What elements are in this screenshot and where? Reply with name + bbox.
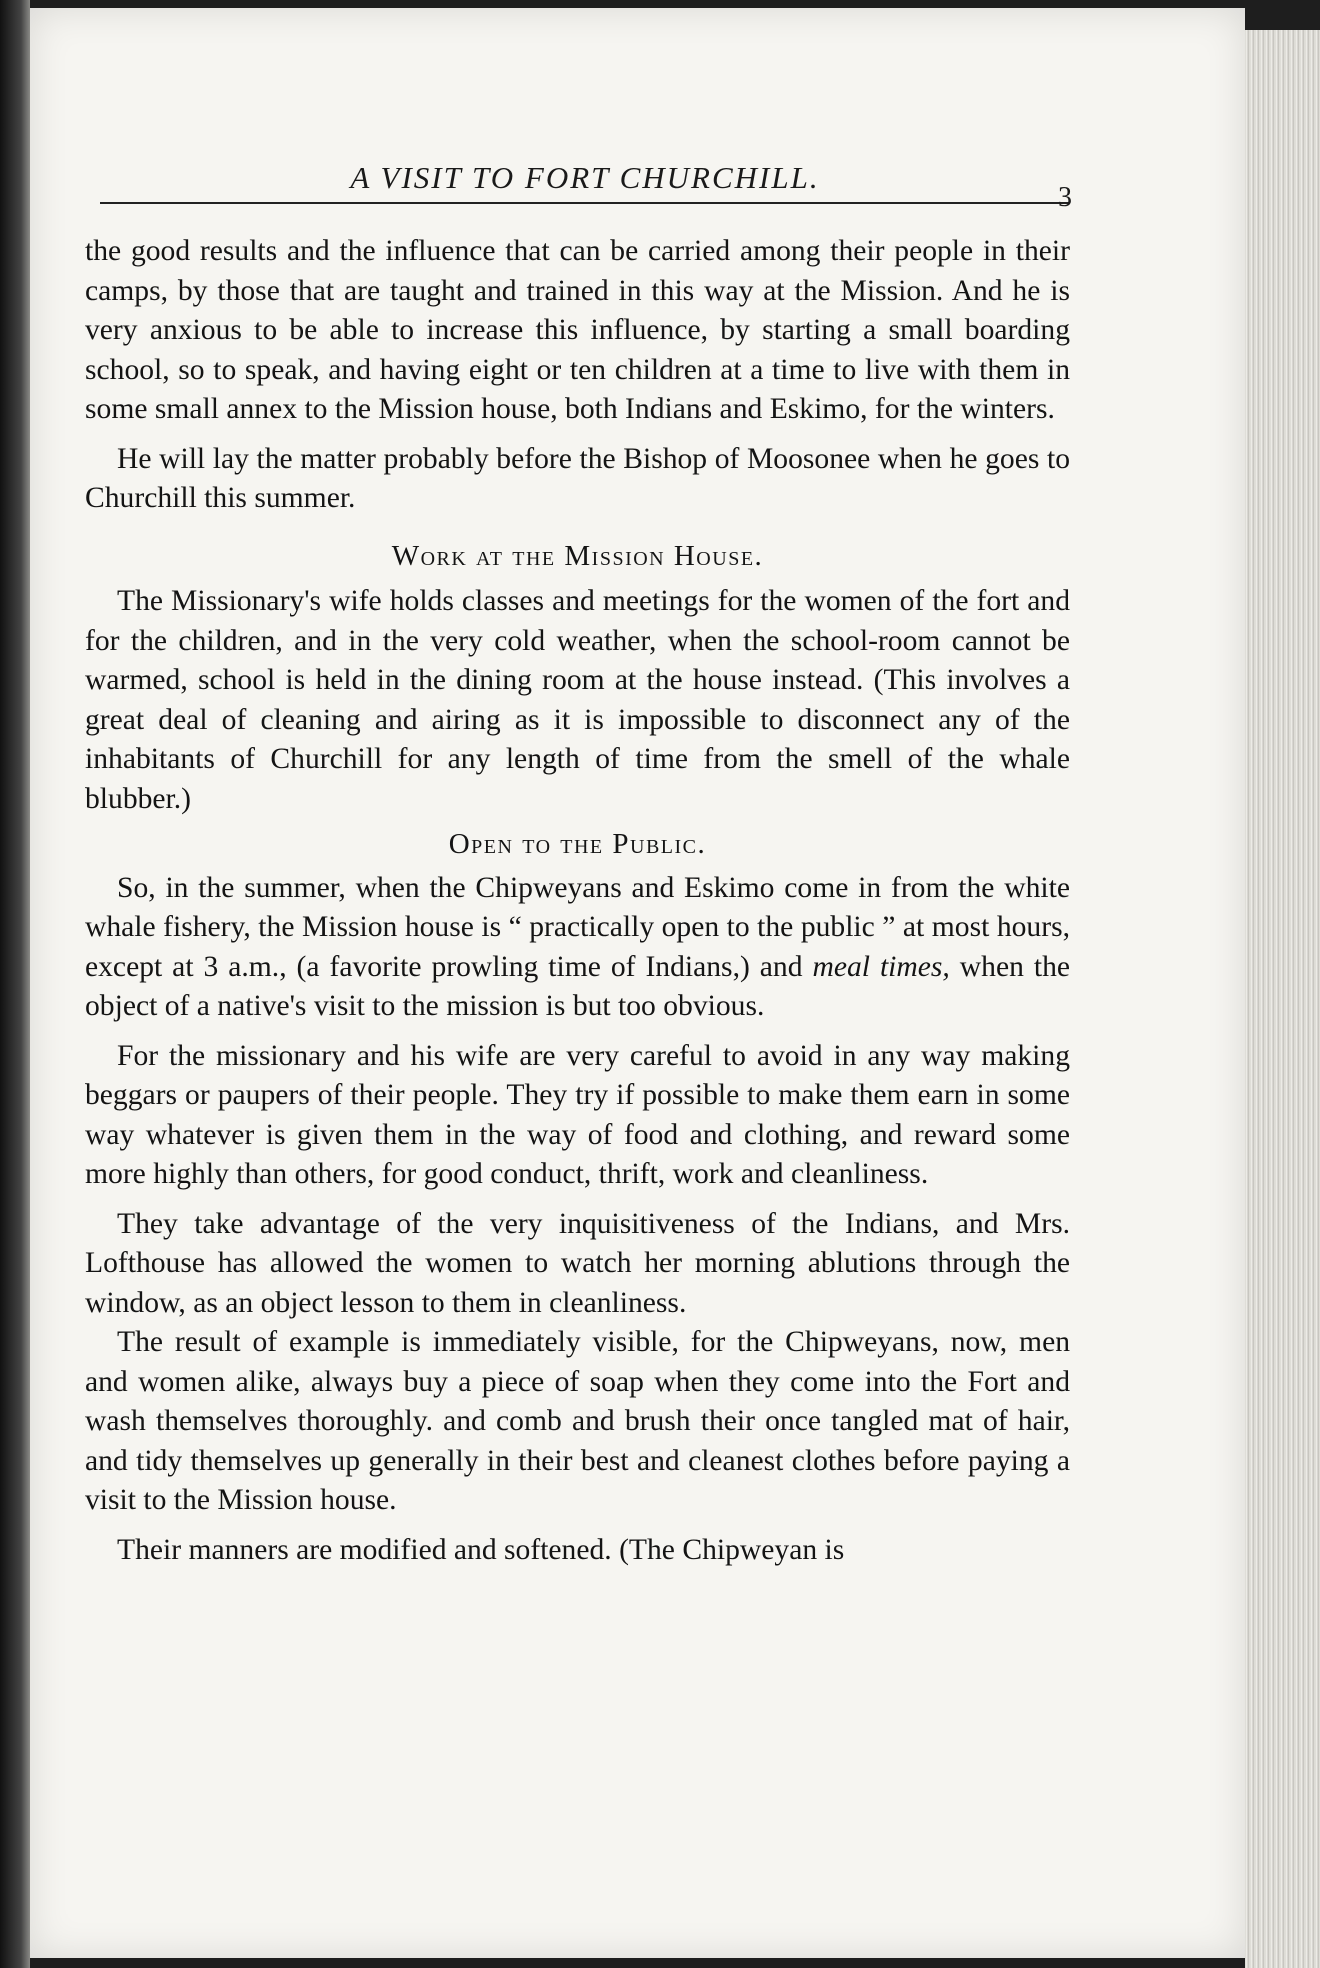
paragraph-7: The result of example is immediately visible, for the Chipweyans, now, men and women alike, always buy a piece of soap when they come into the Fort and wash themselves thoroughly. and comb and brush their once tangled mat of hair, and tidy themselves up generally in their best and cleanest clothes before paying a visit to the Mission house. (85, 1326, 1070, 1516)
page-body (85, 232, 1070, 1570)
paragraph-4-emphasis: meal times, (812, 950, 950, 983)
page-edges (1245, 30, 1320, 1968)
paragraph-4-text-b: when the object of a native's visit to the mission is but too obvious. (85, 950, 1070, 1022)
paragraph-5: For the missionary and his wife are very careful to avoid in any way making beggars or paupers of their people. They try if possible to make them earn in some way whatever is given them in the way of food and clothing, and reward some more highly than others, for good conduct, thrift, work and cleanliness. (85, 1039, 1070, 1190)
book-binding (0, 0, 30, 1968)
paragraph-6: They take advantage of the very inquisitiveness of the Indians, and Mrs. Lofthouse has allowed the women to watch her morning ablutions through the window, as an object lesson to them in cleanliness. (85, 1207, 1070, 1319)
section-heading-open-to-public: Open to the Public. (448, 828, 707, 860)
paragraph-4-text-a: So, in the summer, when the Chipweyans and Eskimo come in from the white whale fishery, the Mission house is “ practically open to the public ” at most hours, except at 3 a.m., (a favorite prowling time of Indians,) and (85, 871, 1070, 983)
paragraph-8: Their manners are modified and softened. (The Chipweyan is (117, 1533, 845, 1566)
paragraph-3: The Missionary's wife holds classes and meetings for the women of the fort and for the children, and in the very cold weather, when the school-room cannot be warmed, school is held in the dining room at the house instead. (This involves a great deal of cleaning and airing as it is impossible to disconnect any of the inhabitants of Churchill for any length of time from the smell of the whale blubber.) (85, 585, 1070, 815)
paragraph-1: the good results and the influence that can be carried among their people in their camps, by those that are taught and trained in this way at the Mission. And he is very anxious to be able to increase this influence, by starting a small boarding school, so to speak, and having eight or ten children at a time to live with them in some small annex to the Mission house, both Indians and Eskimo, for the winters. (85, 235, 1070, 425)
page-number: 3 (1058, 182, 1072, 213)
running-title: A VISIT TO FORT CHURCHILL. (100, 160, 1070, 204)
paragraph-4 (85, 869, 1070, 1027)
section-heading-mission-house: Work at the Mission House. (391, 539, 764, 572)
paragraph-2: He will lay the matter probably before the Bishop of Moosonee when he goes to Churchill this summer. (85, 442, 1070, 514)
